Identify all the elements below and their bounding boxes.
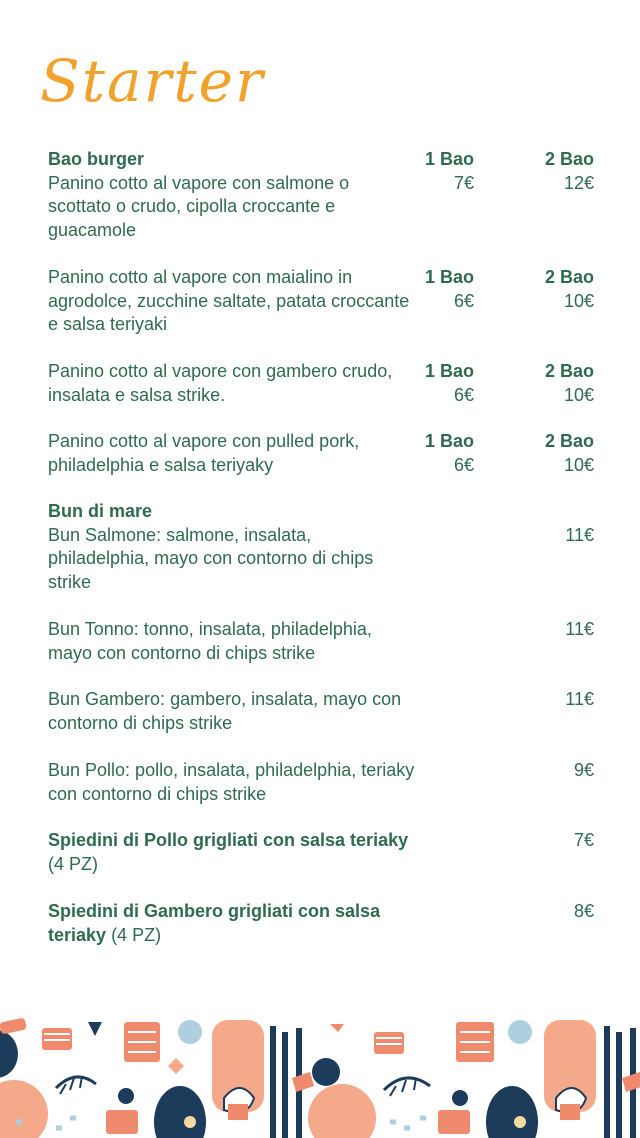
item-note: (4 PZ) xyxy=(111,924,162,945)
item-description: Panino cotto al vapore con pulled pork, philadelphia e salsa teriyaky xyxy=(48,431,360,475)
price-label-2-bao: 2 Bao xyxy=(544,149,594,169)
item-price: 7€ xyxy=(573,830,594,850)
item-description: Panino cotto al vapore con gambero crudo, insalata e salsa strike. xyxy=(48,361,393,405)
section-title-bao-burger: Bao burger xyxy=(48,149,145,169)
price-1-bao: 7€ xyxy=(453,172,474,193)
price-2-bao: 10€ xyxy=(563,290,594,311)
item-description: Bun Salmone: salmone, insalata, philadelphia, mayo con contorno di chips strike xyxy=(48,524,374,592)
price-1-bao: 6€ xyxy=(453,290,474,311)
item-description: Bun Pollo: pollo, insalata, philadelphia, teriaky con contorno di chips strike xyxy=(48,760,415,804)
decorative-pattern-footer xyxy=(0,1018,640,1138)
item-price: 8€ xyxy=(573,901,594,921)
price-2-bao: 12€ xyxy=(563,172,594,193)
pattern-tile-right xyxy=(374,1020,640,1138)
item-price: 9€ xyxy=(573,760,594,780)
item-name: Spiedini di Gambero grigliati con salsa teriaky xyxy=(48,901,381,945)
price-1-bao: 6€ xyxy=(453,454,474,475)
price-label-1-bao: 1 Bao xyxy=(424,431,474,451)
price-label-1-bao: 1 Bao xyxy=(424,361,474,381)
pattern-tile-left xyxy=(0,1018,376,1138)
item-note: (4 PZ) xyxy=(48,853,99,874)
item-description: Bun Gambero: gambero, insalata, mayo con contorno di chips strike xyxy=(48,689,402,733)
item-price: 11€ xyxy=(565,524,594,545)
price-2-bao: 10€ xyxy=(563,454,594,475)
price-2-bao: 10€ xyxy=(563,384,594,405)
price-label-2-bao: 2 Bao xyxy=(544,431,594,451)
item-price: 11€ xyxy=(565,689,594,709)
page-title: Starter xyxy=(40,47,265,115)
section-title-bun-di-mare: Bun di mare xyxy=(48,501,153,521)
item-description: Bun Tonno: tonno, insalata, philadelphia, mayo con contorno di chips strike xyxy=(48,619,372,663)
price-label-2-bao: 2 Bao xyxy=(544,267,594,287)
item-name: Spiedini di Pollo grigliati con salsa teriaky xyxy=(48,830,409,850)
item-description: Panino cotto al vapore con salmone o scottato o crudo, cipolla croccante e guacamole xyxy=(48,172,350,240)
price-label-2-bao: 2 Bao xyxy=(544,361,594,381)
food-pattern-illustration xyxy=(0,1018,640,1138)
item-price: 11€ xyxy=(565,619,594,639)
price-label-1-bao: 1 Bao xyxy=(424,149,474,169)
price-label-1-bao: 1 Bao xyxy=(424,267,474,287)
price-1-bao: 6€ xyxy=(453,384,474,405)
item-description: Panino cotto al vapore con maialino in agrodolce, zucchine saltate, patata croccante e salsa teriyaki xyxy=(48,267,410,334)
